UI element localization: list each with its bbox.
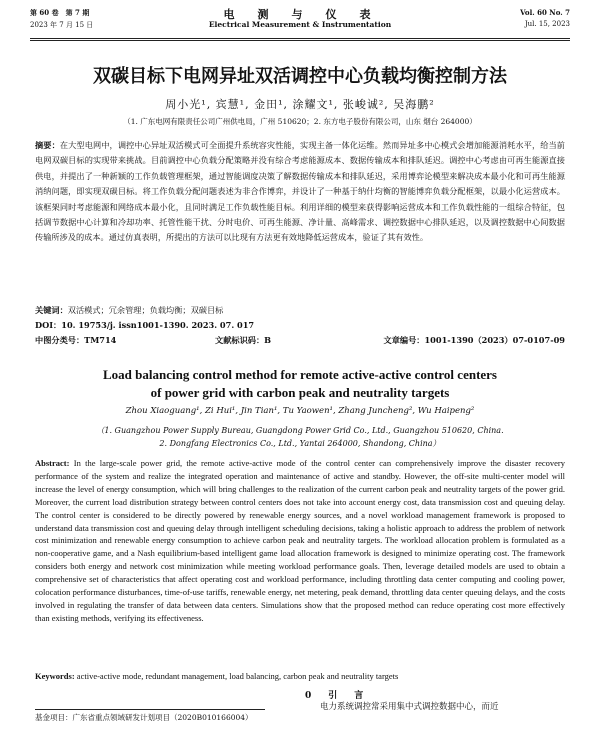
abstract-cn-text: 在大型电网中，调控中心异址双活模式可全面提升系统容灾性能，实现主备一体化运维。然而异址多中心模式会增加能源消耗水平，给当前电网双碳目标的实现带来挑战。目前调控中心负载分配策略并没有综合考虑能源成本、数据传输成本和排队延迟。调控中心考虑由可再生能源直接供电，并提出了一种新颖的工作负载管理框架，通过智能调度决策了解数据传输成本和排队延迟，采用博弈论模型来解决成本最小化和可再生能源消纳问题，即实现双碳目标。将工作负载分配问题表述为非合作博弈，并设计了一种基于纳什均衡的智能博弈负载分配框架，以最小化运营成本。该框架同时考虑能源和网络成本最小化，且同时满足工作负载性能目标。利用详细的模型来获得影响运营成本和工作负载性能的一组综合特征，包括调节数据中心计算和冷却功率、托管性能干扰、分时电价、可再生能源、净计量、高峰需求、调控数据中心排队延迟，以及调控数据中心间数据传输所涉及的成本。通过仿真表明，所提出的方法可以比现有方法更有效地降低运营成本，验证了其有效性。 xyxy=(35,140,565,243)
journal-name-cn: 电 测 与 仪 表 xyxy=(223,8,377,21)
keywords-cn-text: 双活模式；冗余管理；负载均衡；双碳目标 xyxy=(67,305,224,315)
date-cn: 2023 年 7 月 15 日 xyxy=(30,21,94,29)
abstract-en-label: Abstract: xyxy=(35,458,70,468)
header-rule-top xyxy=(30,38,570,39)
footnote-rule xyxy=(35,709,265,710)
date-en: Jul. 15, 2023 xyxy=(524,20,570,28)
journal-name-en: Electrical Measurement & Instrumentation xyxy=(208,20,392,29)
title-en-line-1: Load balancing control method for remote active-active control centers xyxy=(102,367,497,382)
abstract-cn-label: 摘要： xyxy=(35,140,60,150)
volume-cn: 第 60 卷 第 7 期 xyxy=(30,8,90,17)
clc-number: 中图分类号：TM714 xyxy=(35,335,117,345)
title-en-line-2: of power grid with carbon peak and neutrality targets xyxy=(150,385,450,400)
article-number: 文章编号：1001-1390（2023）07-0107-09 xyxy=(383,335,565,345)
section-heading-introduction: 0 引 言 xyxy=(305,691,368,701)
header-rule-bottom xyxy=(30,40,570,41)
affiliation-en-1: （1. Guangzhou Power Supply Bureau, Guangdong Power Grid Co., Ltd., Guangzhou 510620, China. xyxy=(96,426,504,435)
funding-note: 基金项目：广东省重点领域研发计划项目（2020B010166004） xyxy=(35,713,253,722)
paper-title-en xyxy=(0,366,600,402)
document-code: 文献标识码：B xyxy=(215,335,272,345)
keywords-en-label: Keywords: xyxy=(35,671,75,681)
affiliations-en xyxy=(0,424,600,450)
intro-first-line: 电力系统调控常采用集中式调控数据中心，而近 xyxy=(320,702,499,712)
doi: DOI：10. 19753/j. issn1001-1390. 2023. 07. 017 xyxy=(35,320,255,330)
abstract-en xyxy=(35,457,565,625)
affiliation-en-2: 2. Dongfang Electronics Co., Ltd., Yantai 264000, Shandong, China） xyxy=(159,439,441,448)
abstract-en-text: In the large-scale power grid, the remote active-active mode of the control center can comprehensively improve the disaster recovery performance of the system and realize the integrated operation and maintenance of active and standby. However, the off-site multi-center model will increase the level of energy consumption, which will bring challenges to the realization of the current carbon peak and neutrality targets of the power grid. Moreover, the current load distribution strategy between control centers does not take into account energy cost, data transmission cost and queuing delay. The control center is considered to be directly powered by renewable energy sources, and a novel workload management framework is proposed to understand data transmission cost and queuing delay through intelligent scheduling decisions, taking a holistic approach to address the problem of network cost minimization and renewable energy consumption to achieve carbon peak and neutrality targets. The workload allocation problem is formulated as a non-cooperative game, and a Nash equilibrium-based intelligent game load allocation framework is designed to minimize operating cost. The framework considers both energy and network cost minimization while meeting workload performance goals. Then, leverage detailed models are used to obtain a comprehensive set of characteristics that affect operating cost and workload performance, including throttling data center computing and cooling power, colocation performance disturbances, time-of-use tariffs, renewable energy, net metering, peak demand, throttling data center queuing delays, and the costs involved in regulating the transfer of data between data centers. Simulations show that the proposed method can reduce operating cost more effectively than existing methods, verifying its effectiveness. xyxy=(35,458,565,623)
keywords-cn xyxy=(35,305,565,316)
keywords-en-text: active-active mode, redundant management, load balancing, carbon peak and neutrality targets xyxy=(76,671,399,681)
keywords-cn-label: 关键词： xyxy=(35,305,68,315)
affiliations-cn: （1. 广东电网有限责任公司广州供电局，广州 510620；2. 东方电子股份有限公司，山东 烟台 264000） xyxy=(123,117,477,126)
abstract-cn xyxy=(35,138,565,246)
paper-title-cn: 双碳目标下电网异址双活调控中心负载均衡控制方法 xyxy=(93,66,507,87)
volume-en: Vol. 60 No. 7 xyxy=(520,8,570,17)
authors-cn: 周小光¹, 宾慧¹, 金田¹, 涂耀文¹, 张峻诚², 吴海鹏² xyxy=(165,98,435,111)
authors-en: Zhou Xiaoguang¹, Zi Hui¹, Jin Tian¹, Tu Yaowen¹, Zhang Juncheng², Wu Haipeng² xyxy=(125,406,475,416)
running-header xyxy=(30,6,570,36)
keywords-en xyxy=(35,671,565,681)
